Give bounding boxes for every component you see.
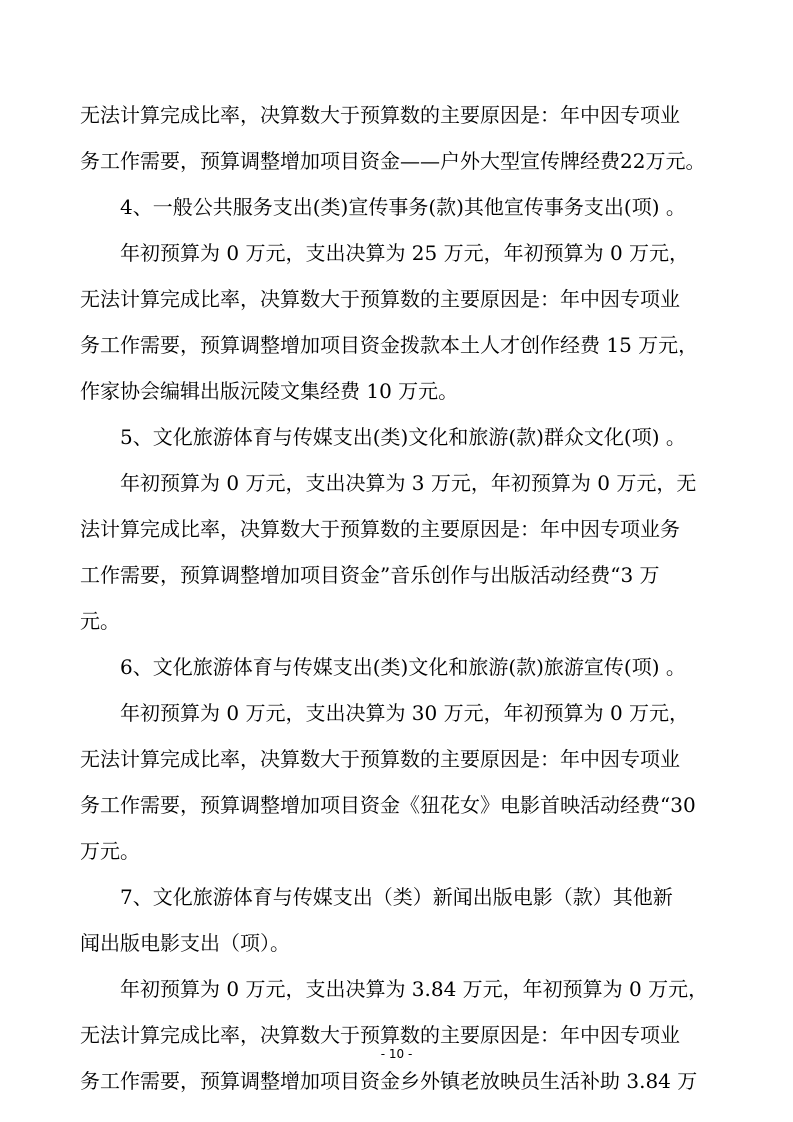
paragraph-line: 务工作需要，预算调整增加项目资金《狃花女》电影首映活动经费“30: [80, 793, 696, 817]
paragraph-line: 务工作需要，预算调整增加项目资金——户外大型宣传牌经费22万元。: [80, 149, 706, 173]
paragraph-line: 年初预算为 0 万元，支出决算为 3.84 万元，年初预算为 0 万元，: [120, 977, 709, 1001]
paragraph-line: 闻出版电影支出（项）。: [80, 931, 290, 955]
section-heading-6: 6、文化旅游体育与传媒支出(类)文化和旅游(款)旅游宣传(项) 。: [120, 655, 686, 679]
paragraph-line: 万元。: [80, 839, 140, 863]
paragraph-line: 年初预算为 0 万元，支出决算为 25 万元，年初预算为 0 万元，: [120, 241, 690, 265]
paragraph-line: 法计算完成比率，决算数大于预算数的主要原因是：年中因专项业务: [80, 517, 680, 541]
paragraph-line: 元。: [80, 609, 120, 633]
paragraph-line: 作家协会编辑出版沅陵文集经费 10 万元。: [80, 379, 459, 403]
paragraph-line: 无法计算完成比率，决算数大于预算数的主要原因是：年中因专项业: [80, 747, 680, 771]
section-heading-7: 7、文化旅游体育与传媒支出（类）新闻出版电影（款）其他新: [120, 885, 673, 909]
page-number: - 10 -: [380, 1047, 413, 1061]
paragraph-line: 无法计算完成比率，决算数大于预算数的主要原因是：年中因专项业: [80, 287, 680, 311]
paragraph-line: 无法计算完成比率，决算数大于预算数的主要原因是：年中因专项业: [80, 1023, 680, 1047]
paragraph-line: 年初预算为 0 万元，支出决算为 3 万元，年初预算为 0 万元，无: [120, 471, 697, 495]
paragraph-line: 务工作需要，预算调整增加项目资金乡外镇老放映员生活补助 3.84 万: [80, 1069, 698, 1093]
paragraph-line: 无法计算完成比率，决算数大于预算数的主要原因是：年中因专项业: [80, 103, 680, 127]
paragraph-line: 工作需要，预算调整增加项目资金”音乐创作与出版活动经费“3 万: [80, 563, 660, 587]
section-heading-4: 4、一般公共服务支出(类)宣传事务(款)其他宣传事务支出(项) 。: [120, 195, 686, 219]
paragraph-line: 务工作需要，预算调整增加项目资金拨款本土人才创作经费 15 万元，: [80, 333, 699, 357]
section-heading-5: 5、文化旅游体育与传媒支出(类)文化和旅游(款)群众文化(项) 。: [120, 425, 686, 449]
paragraph-line: 年初预算为 0 万元，支出决算为 30 万元，年初预算为 0 万元，: [120, 701, 690, 725]
